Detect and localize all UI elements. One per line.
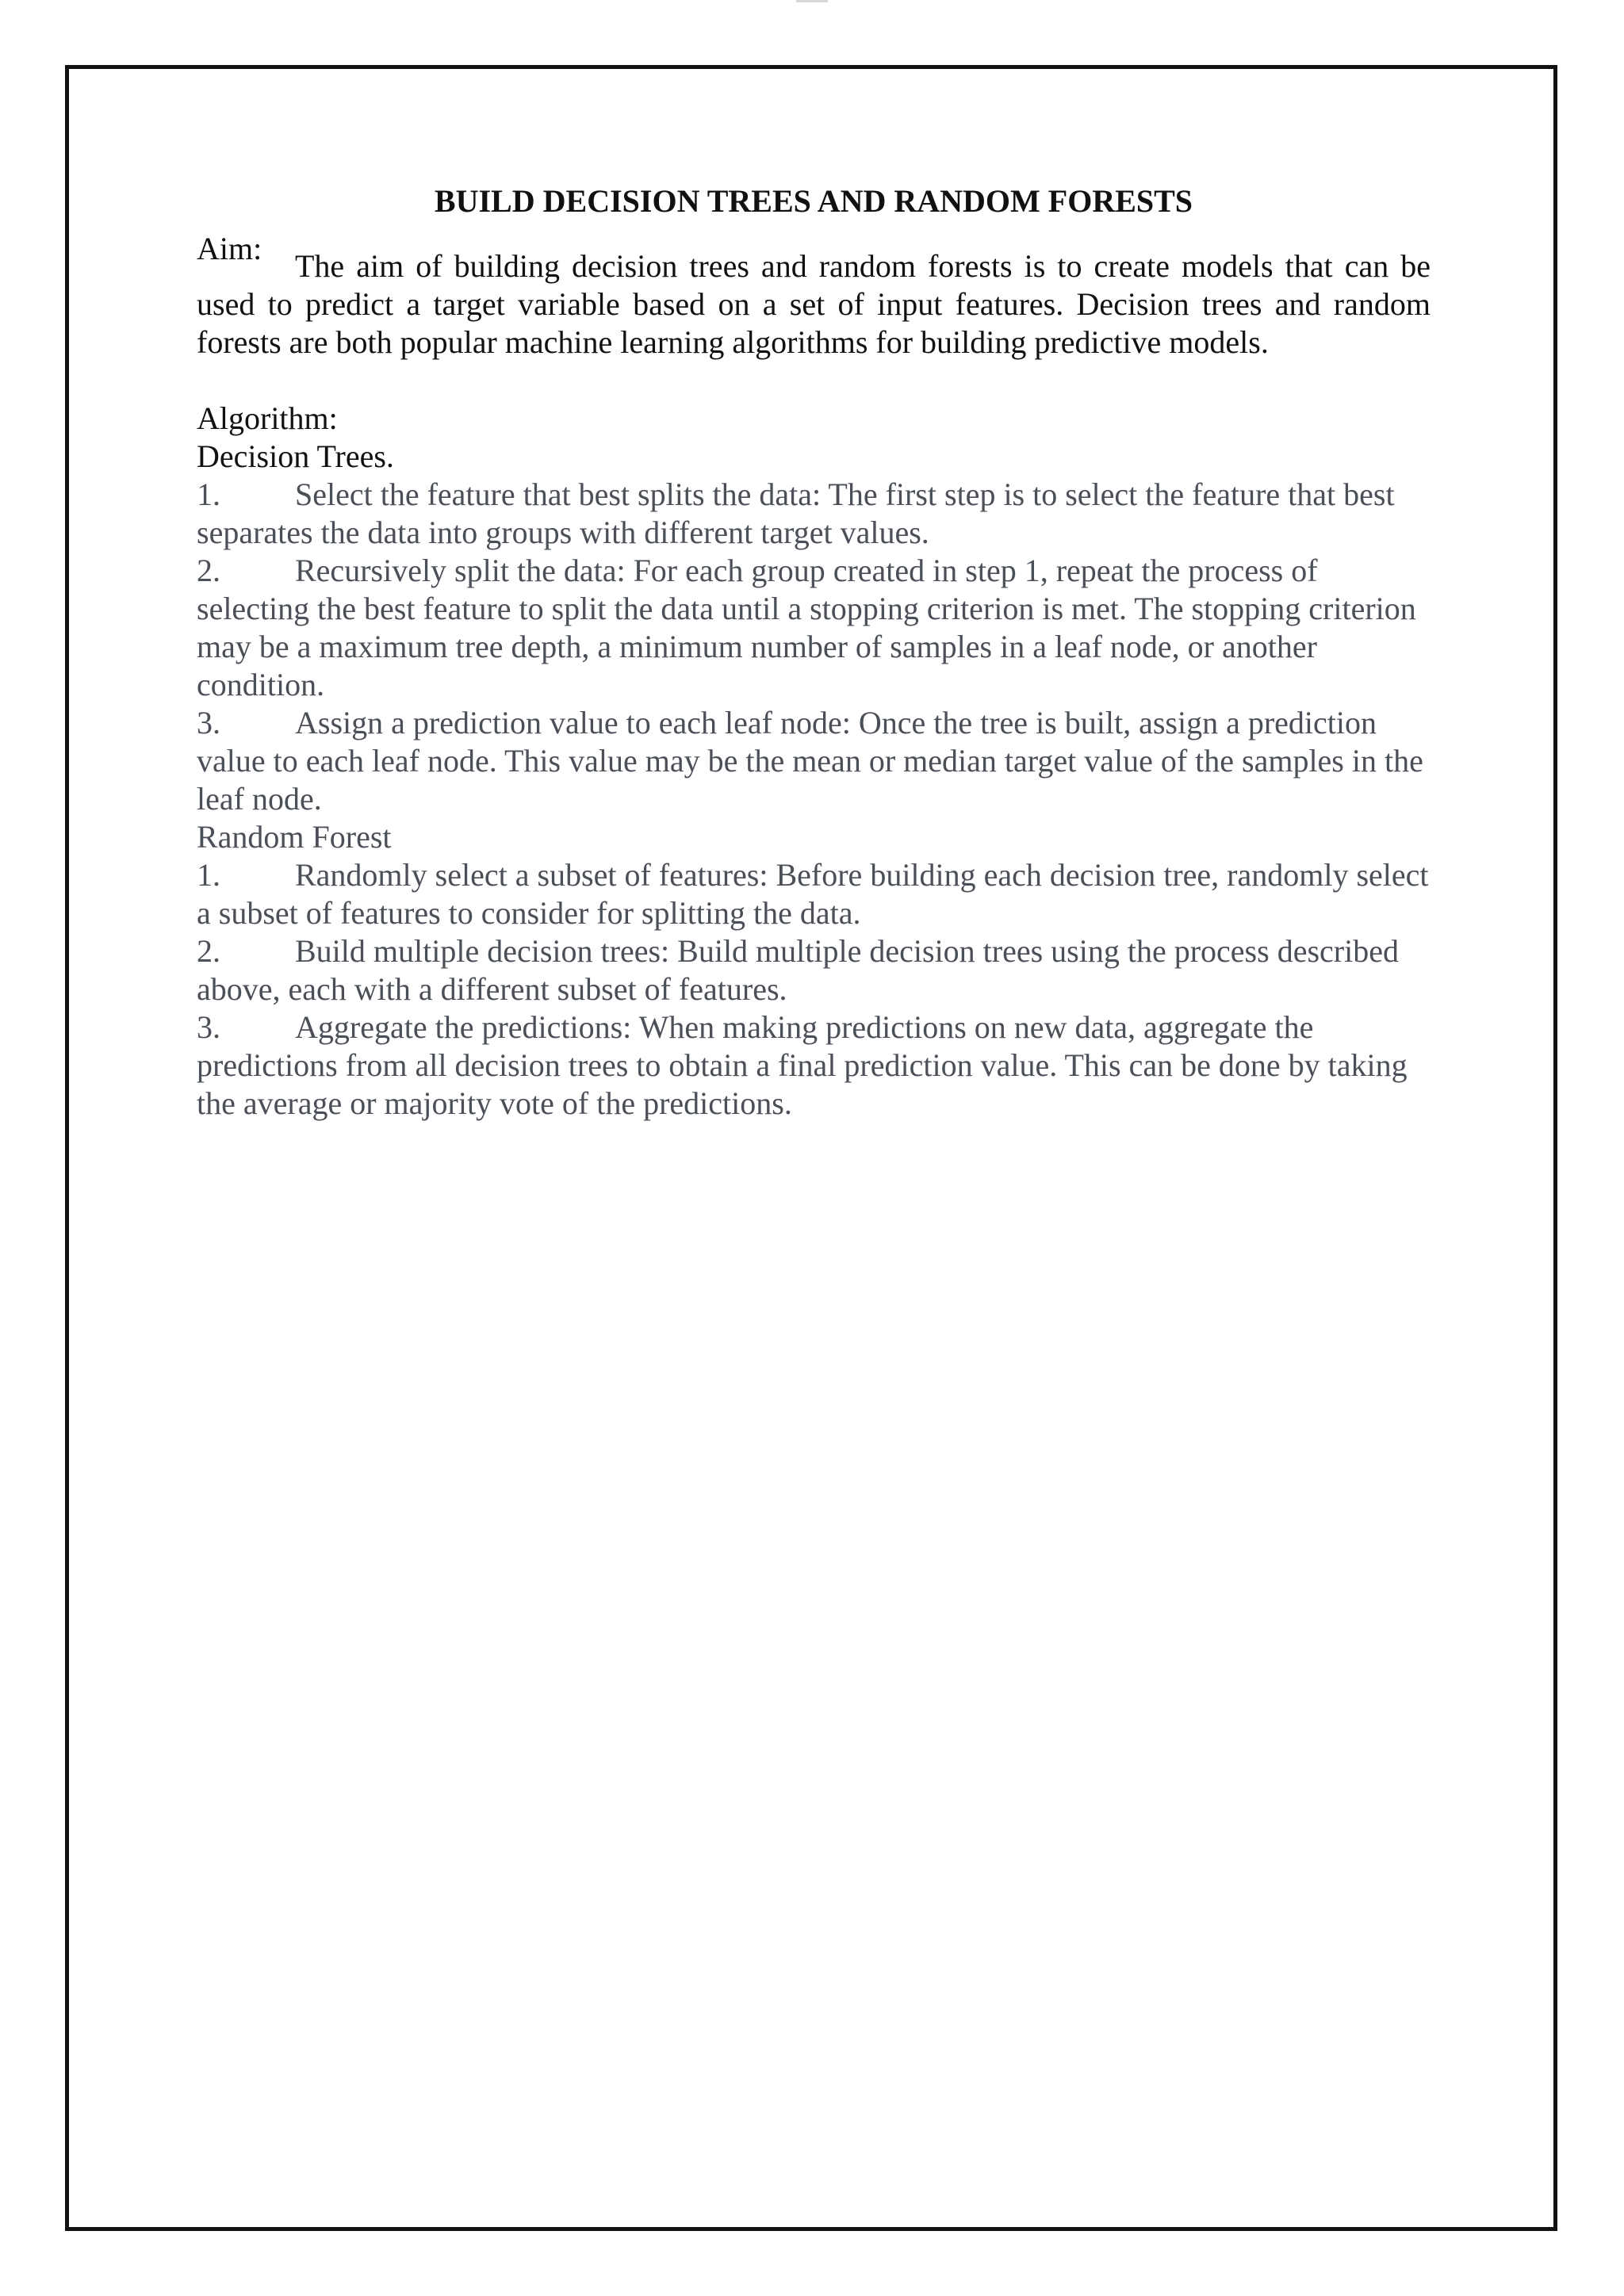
step-text: Recursively split the data: For each group created in step 1, repeat the process of selecting the best feature to split the data until a stopping criterion is met. The stopping criterion may be a maximum tree depth, a minimum number of samples in a leaf node, or another condition. xyxy=(197,553,1416,702)
section-title: Decision Trees. xyxy=(197,438,394,474)
section-random-forest xyxy=(197,818,1431,1123)
aim-label: Aim: xyxy=(197,231,262,266)
aim-paragraph: The aim of building decision trees and random forests is to create models that can be used to predict a target variable based on a set of input features. Decision trees and random forests are both popular machine learning algorithms for building predictive models. xyxy=(197,248,1431,360)
step-text: Assign a prediction value to each leaf node: Once the tree is built, assign a prediction value to each leaf node. This value may be the mean or median target value of the samples in the leaf node. xyxy=(197,705,1423,817)
list-item xyxy=(197,704,1431,818)
step-number: 1. xyxy=(197,857,220,893)
list-item xyxy=(197,476,1431,552)
step-number: 2. xyxy=(197,933,220,969)
step-text: Randomly select a subset of features: Before building each decision tree, randomly select a subset of features to consider for splitting the data. xyxy=(197,857,1429,931)
spacer xyxy=(197,362,1431,400)
list-item xyxy=(197,552,1431,704)
step-text: Select the feature that best splits the data: The first step is to select the feature that best separates the data into groups with different target values. xyxy=(197,476,1395,550)
document-title: BUILD DECISION TREES AND RANDOM FORESTS xyxy=(434,183,1193,219)
step-number: 1. xyxy=(197,476,220,512)
step-number: 3. xyxy=(197,705,220,740)
section-decision-trees xyxy=(197,438,1431,818)
document-content xyxy=(197,182,1431,1123)
step-number: 2. xyxy=(197,553,220,588)
list-item xyxy=(197,1008,1431,1123)
list-item xyxy=(197,856,1431,932)
list-item xyxy=(197,932,1431,1008)
section-title: Random Forest xyxy=(197,819,392,855)
step-text: Aggregate the predictions: When making predictions on new data, aggregate the predictions from all decision trees to obtain a final prediction value. This can be done by taking the average or majority vote of the predictions. xyxy=(197,1009,1408,1121)
step-number: 3. xyxy=(197,1009,220,1045)
algorithm-label: Algorithm: xyxy=(197,400,338,436)
step-text: Build multiple decision trees: Build multiple decision trees using the process described above, each with a different subset of features. xyxy=(197,933,1399,1007)
page-header-mark xyxy=(796,0,828,2)
